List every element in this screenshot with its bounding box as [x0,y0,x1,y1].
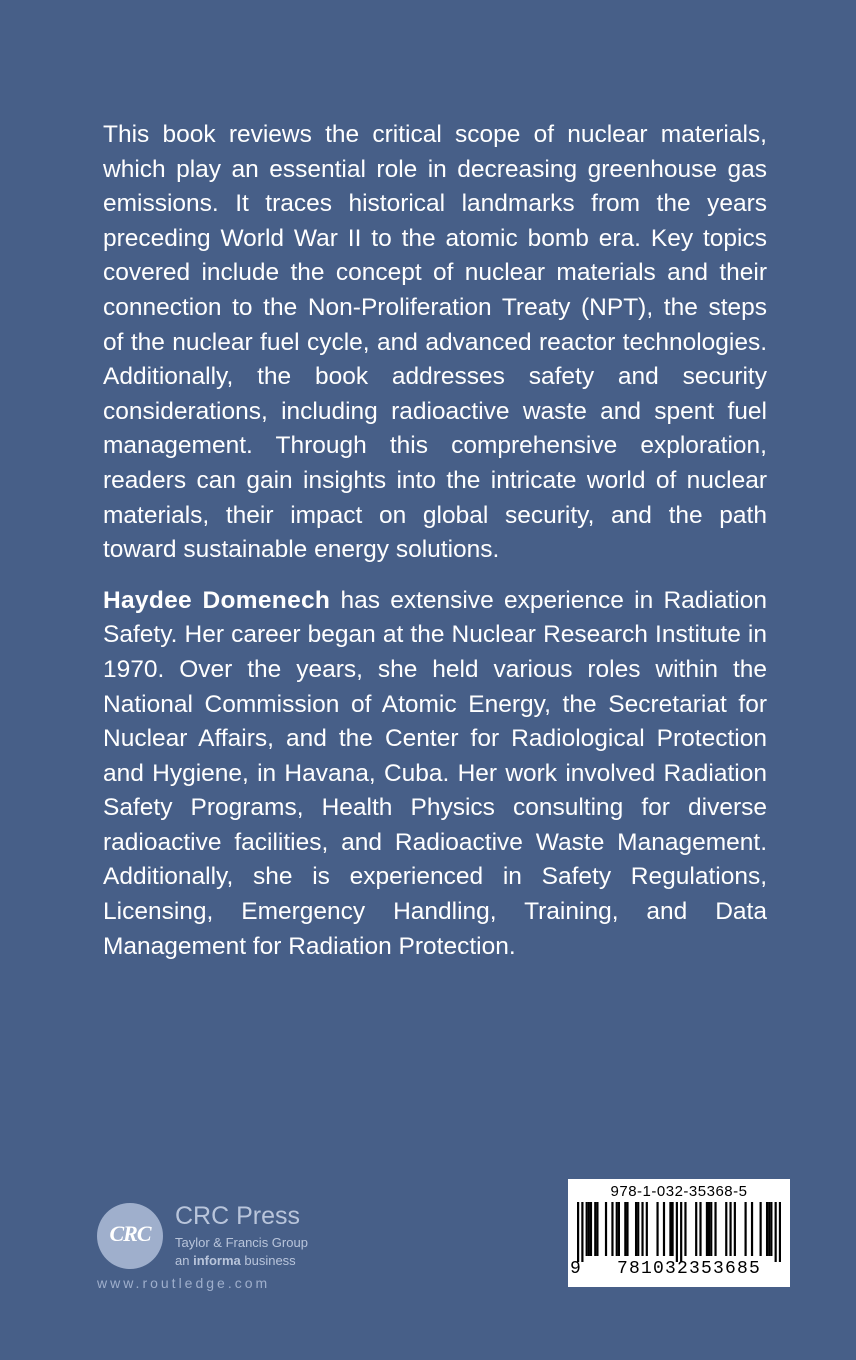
barcode-bar [671,1202,673,1256]
description-line: which play an essential role in decreasing greenhouse [103,155,718,183]
barcode-bar [734,1202,736,1256]
barcode-bar [594,1202,596,1256]
barcode-bar [588,1202,590,1256]
barcode-bar [586,1202,588,1256]
barcode-bar [714,1202,716,1256]
barcode-bar [676,1202,678,1262]
description-line: sustainable energy solutions. [183,536,500,564]
description-line: insights into the intricate world of nuclear materials, [103,466,767,529]
description-line: radioactive waste and spent fuel management. Through [103,397,767,460]
description-line: their impact on global security, and the path toward [103,501,767,564]
barcode-bar [616,1202,618,1256]
barcode-bar [751,1202,753,1256]
business-suffix: business [240,1253,296,1268]
description-line: advanced reactor technologies. Additionally, the book [103,328,768,391]
publisher-name: CRC Press [175,1202,301,1230]
barcode-bar [590,1202,592,1256]
barcode-bar [635,1202,637,1256]
barcode-bar [695,1202,697,1256]
barcode-bars [577,1202,781,1262]
barcode-bar [699,1202,701,1256]
barcode-bar [770,1202,772,1256]
publisher-group: Taylor & Francis Group [175,1235,308,1250]
bio-line: for Radiological Protection and Hygiene, in Havana, [103,725,767,787]
barcode-bar [577,1202,579,1262]
crc-logo [97,1203,163,1269]
isbn-barcode [568,1179,790,1287]
description-line: gas emissions. It traces historical landmarks from the [103,155,768,218]
crc-logo-text: CRC [109,1221,151,1246]
publisher-block [97,1200,357,1300]
bio-line: Cuba. Her work involved Radiation Safety Programs, [103,759,767,822]
business-prefix: an [175,1253,194,1268]
barcode-bar [710,1202,712,1256]
barcode-bar [605,1202,607,1256]
barcode-bar [725,1202,727,1256]
barcode-bar [760,1202,762,1256]
bio-line: facilities, and Radioactive Waste Management. [234,828,767,856]
bio-line: various roles within the National Commission of Atomic [103,655,767,718]
barcode-bar [637,1202,639,1256]
barcode-bar [626,1202,628,1256]
barcode-bar [641,1202,643,1256]
barcode-bar [596,1202,598,1256]
bio-line: Research Institute in 1970. Over the years, she held [103,621,767,683]
business-brand: informa [193,1253,241,1268]
bio-line: has extensive experience in [330,586,654,614]
description-line: Key topics covered include the concept of nuclear [103,224,767,287]
barcode-bar [669,1202,671,1256]
bio-line: Energy, the Secretariat for Nuclear Affairs, and the Center [103,690,768,753]
barcode-bar [708,1202,710,1256]
description-line: this comprehensive exploration, readers can gain [103,432,767,494]
description-line: years preceding World War II to the atomic bomb era. [103,190,767,252]
barcode-bar [611,1202,613,1256]
publisher-business [175,1253,296,1268]
publisher-website[interactable]: www.routledge.com [97,1275,271,1291]
barcode-bar [581,1202,583,1262]
barcode-bar [779,1202,781,1262]
ean-first-digit: 9 [570,1259,581,1279]
author-bio [103,584,767,965]
description-line: Treaty (NPT), the steps of the nuclear fuel cycle, and [103,293,767,356]
isbn-label: 978-1-032-35368-5 [610,1183,748,1200]
book-description [103,118,767,568]
barcode-bar [646,1202,648,1256]
author-name: Haydee Domenech [103,586,331,614]
description-line: This book reviews the critical scope of nuclear materials, [103,121,767,148]
barcode-bar [663,1202,665,1256]
bio-line: Health Physics consulting for diverse radioactive [103,794,768,856]
barcode-bar [684,1202,686,1256]
bio-line: Radiation Safety. Her career began at the Nuclear [103,586,767,649]
barcode-bar [624,1202,626,1256]
bio-line: Additionally, she is experienced in Safety Regulations, [103,863,767,891]
barcode-bar [656,1202,658,1256]
ean-digits: 781032353685 [616,1259,762,1279]
description-line: addresses safety and security considerations, including [103,363,767,425]
barcode-bar [775,1202,777,1262]
bio-line: Licensing, Emergency Handling, Training, and Data [103,898,767,926]
barcode-bar [729,1202,731,1256]
bio-line: Management for Radiation Protection. [103,932,516,960]
barcode-bar [766,1202,768,1256]
barcode-bar [768,1202,770,1256]
cover-text-block [103,118,767,964]
barcode-bar [618,1202,620,1256]
barcode-bar [744,1202,746,1256]
barcode-bar [680,1202,682,1262]
description-line: materials and their connection to the Non-Proliferation [103,259,767,321]
barcode-bar [706,1202,708,1256]
